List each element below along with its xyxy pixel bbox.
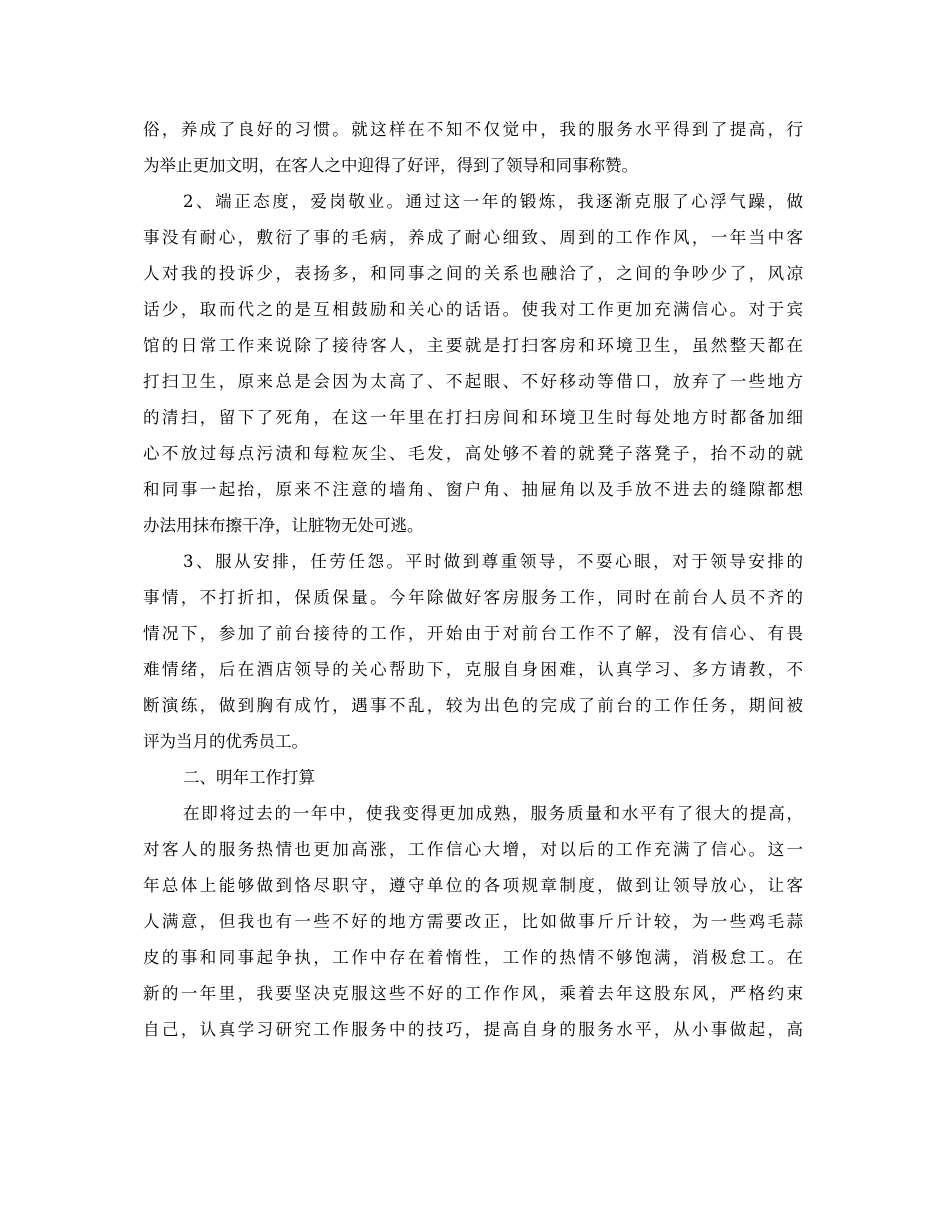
text-line: 3、服从安排，任劳任怨。平时做到尊重领导，不耍心眼，对于领导安排的 — [183, 552, 803, 571]
text-line: 自己，认真学习研究工作服务中的技巧，提高自身的服务水平，从小事做起，高 — [143, 1020, 803, 1039]
text-line: 话少，取而代之的是互相鼓励和关心的话语。使我对工作更加充满信心。对于宾 — [143, 300, 803, 319]
text-line: 皮的事和同事起争执，工作中存在着惰性，工作的热情不够饱满，消极怠工。在 — [143, 948, 803, 967]
text-line: 2、端正态度，爱岗敬业。通过这一年的锻炼，我逐渐克服了心浮气躁，做 — [183, 192, 803, 211]
document-body — [143, 112, 803, 1048]
text-line: 为举止更加文明，在客人之中迎得了好评，得到了领导和同事称赞。 — [143, 156, 638, 175]
text-line: 人满意，但我也有一些不好的地方需要改正，比如做事斤斤计较，为一些鸡毛蒜 — [143, 912, 803, 931]
text-line: 俗，养成了良好的习惯。就这样在不知不仅觉中，我的服务水平得到了提高，行 — [143, 120, 803, 139]
text-line: 新的一年里，我要坚决克服这些不好的工作作风，乘着去年这股东风，严格约束 — [143, 984, 803, 1003]
text-line: 难情绪，后在酒店领导的关心帮助下，克服自身困难，认真学习、多方请教，不 — [143, 660, 803, 679]
text-line: 断演练，做到胸有成竹，遇事不乱，较为出色的完成了前台的工作任务，期间被 — [143, 696, 803, 715]
text-line: 馆的日常工作来说除了接待客人，主要就是打扫客房和环境卫生，虽然整天都在 — [143, 336, 803, 355]
text-line: 评为当月的优秀员工。 — [143, 732, 308, 751]
text-line: 年总体上能够做到恪尽职守，遵守单位的各项规章制度，做到让领导放心，让客 — [143, 876, 803, 895]
text-line: 情况下，参加了前台接待的工作，开始由于对前台工作不了解，没有信心、有畏 — [143, 624, 803, 643]
text-line: 事没有耐心，敷衍了事的毛病，养成了耐心细致、周到的工作作风，一年当中客 — [143, 228, 803, 247]
section-heading: 二、明年工作打算 — [183, 768, 315, 787]
text-line: 在即将过去的一年中，使我变得更加成熟，服务质量和水平有了很大的提高， — [183, 804, 803, 823]
text-line: 人对我的投诉少，表扬多，和同事之间的关系也融洽了，之间的争吵少了，风凉 — [143, 264, 803, 283]
text-line: 打扫卫生，原来总是会因为太高了、不起眼、不好移动等借口，放弃了一些地方 — [143, 372, 803, 391]
text-line: 事情，不打折扣，保质保量。今年除做好客房服务工作，同时在前台人员不齐的 — [143, 588, 803, 607]
text-line: 对客人的服务热情也更加高涨，工作信心大增，对以后的工作充满了信心。这一 — [143, 840, 803, 859]
text-line: 和同事一起抬，原来不注意的墙角、窗户角、抽屉角以及手放不进去的缝隙都想 — [143, 480, 803, 499]
text-line: 心不放过每点污渍和每粒灰尘、毛发，高处够不着的就凳子落凳子，抬不动的就 — [143, 444, 803, 463]
text-line: 的清扫，留下了死角，在这一年里在打扫房间和环境卫生时每处地方时都备加细 — [143, 408, 803, 427]
text-line: 办法用抹布擦干净，让脏物无处可逃。 — [143, 516, 424, 535]
